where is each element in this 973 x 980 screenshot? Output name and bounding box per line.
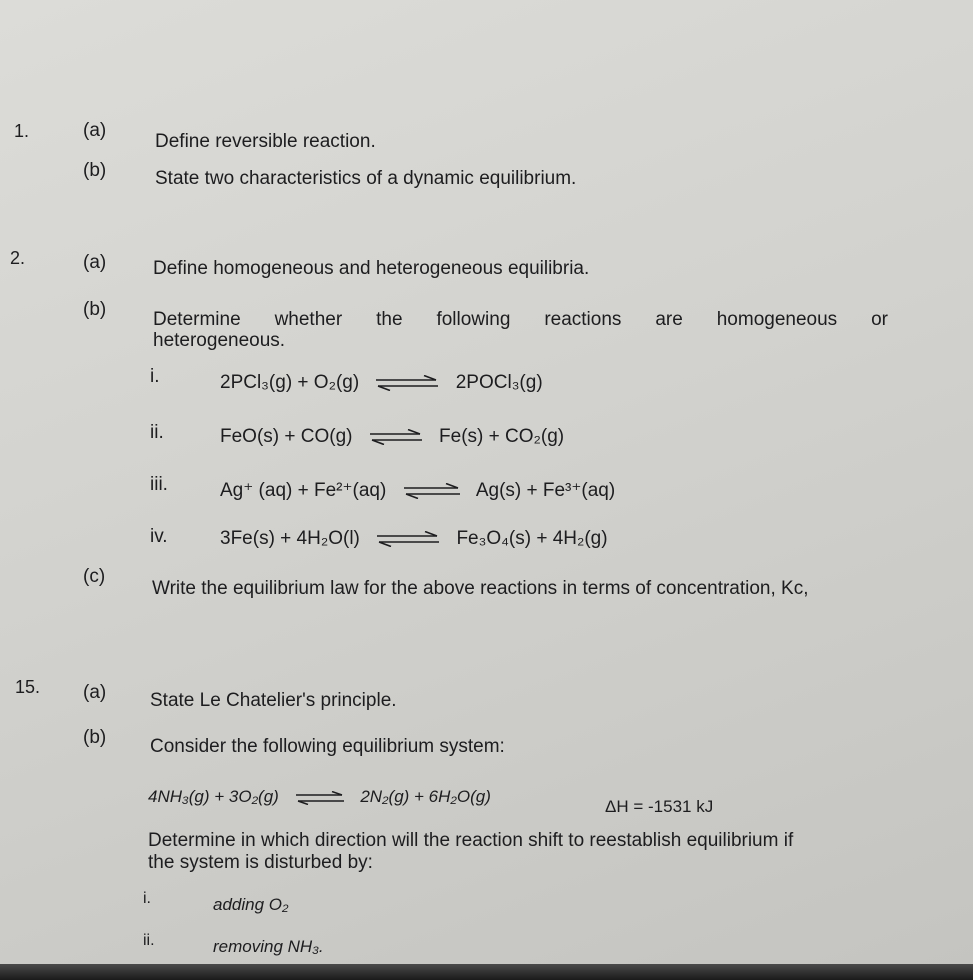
- equilibrium-arrow-icon: [375, 531, 441, 547]
- determine-line1: Determine in which direction will the reaction shift to reestablish equilibrium if: [148, 830, 794, 851]
- question-2a-text: Define homogeneous and heterogeneous equilibria.: [153, 258, 590, 279]
- reaction-iii-lhs: Ag⁺ (aq) + Fe²⁺(aq): [220, 480, 387, 501]
- question-2b-text-line1: Determine whether the following reactions are homogeneous or: [153, 309, 888, 330]
- equilibrium-arrow-icon: [402, 483, 462, 499]
- reaction-ii: [220, 426, 564, 448]
- question-2c-label: (c): [83, 566, 106, 587]
- question-15b-label: (b): [83, 727, 107, 748]
- question-15a-text: State Le Chatelier's principle.: [150, 690, 397, 711]
- reaction-i: [220, 372, 543, 394]
- reaction-iii: [220, 480, 615, 502]
- reaction-ii-lhs: FeO(s) + CO(g): [220, 426, 353, 447]
- item-i-label: i.: [143, 890, 151, 907]
- question-2c-text: Write the equilibrium law for the above reactions in terms of concentration, Kc,: [152, 578, 809, 599]
- reaction-iv: [220, 528, 608, 550]
- question-15b-text: Consider the following equilibrium system:: [150, 736, 505, 757]
- reaction-iii-label: iii.: [150, 474, 168, 495]
- reaction-iv-label: iv.: [150, 526, 168, 547]
- question-1a-label: (a): [83, 120, 107, 141]
- delta-h: ΔH = -1531 kJ: [605, 797, 714, 816]
- question-1-number: 1.: [14, 121, 30, 141]
- question-2b-label: (b): [83, 299, 107, 320]
- question-2a-label: (a): [83, 252, 107, 273]
- question-15-number: 15.: [15, 677, 41, 697]
- equilibrium-arrow-icon: [374, 375, 440, 391]
- reaction-iv-lhs: 3Fe(s) + 4H₂O(l): [220, 528, 360, 549]
- equilibrium-arrow-icon: [294, 791, 346, 805]
- item-ii-text: removing NH₃.: [213, 937, 324, 956]
- question-1b-text: State two characteristics of a dynamic equilibrium.: [155, 168, 577, 189]
- item-ii-label: ii.: [143, 932, 155, 949]
- question-2-number: 2.: [10, 248, 26, 268]
- reaction-i-lhs: 2PCl₃(g) + O₂(g): [220, 372, 360, 393]
- question-15-equation: [148, 786, 491, 808]
- reaction-iii-rhs: Ag(s) + Fe³⁺(aq): [475, 480, 616, 501]
- reaction-i-rhs: 2POCl₃(g): [455, 372, 543, 393]
- question-1a-text: Define reversible reaction.: [155, 131, 376, 152]
- reaction-i-label: i.: [150, 366, 160, 387]
- question-2b-text-line2: heterogeneous.: [153, 330, 286, 351]
- equation-lhs: 4NH₃(g) + 3O₂(g): [148, 787, 279, 806]
- reaction-iv-rhs: Fe₃O₄(s) + 4H₂(g): [456, 528, 608, 549]
- equation-rhs: 2N₂(g) + 6H₂O(g): [360, 787, 491, 806]
- equilibrium-arrow-icon: [368, 429, 424, 445]
- bottom-edge-bar: [0, 964, 973, 980]
- reaction-ii-label: ii.: [150, 422, 164, 443]
- question-1b-label: (b): [83, 160, 107, 181]
- question-15a-label: (a): [83, 682, 107, 703]
- determine-line2: the system is disturbed by:: [148, 852, 373, 873]
- item-i-text: adding O₂: [213, 895, 289, 914]
- reaction-ii-rhs: Fe(s) + CO₂(g): [439, 426, 565, 447]
